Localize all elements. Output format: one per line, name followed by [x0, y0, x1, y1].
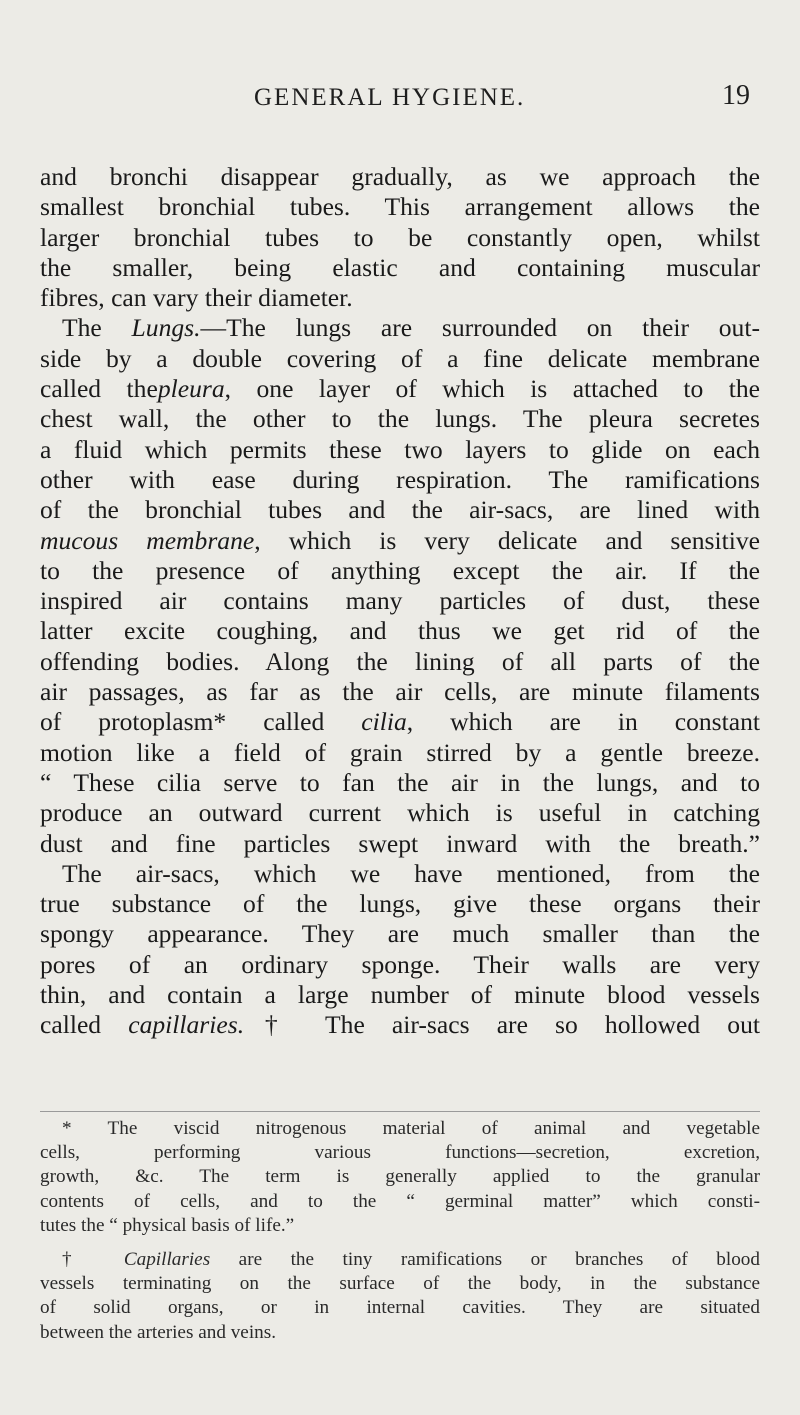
- footnote-gap: [40, 1238, 760, 1248]
- text-line: true substance of the lungs, give these organs their: [40, 889, 760, 919]
- footnote-line: vessels terminating on the surface of the body, in the substance: [40, 1273, 760, 1295]
- footnote-rule: [40, 1111, 760, 1112]
- footnote-line: cells, performing various functions—secretion, excretion,: [40, 1142, 760, 1164]
- text-line: a fluid which permits these two layers to glide on each: [40, 434, 760, 464]
- text-segment: called: [40, 1010, 129, 1040]
- footnote-line: tutes the “ physical basis of life.”: [40, 1214, 295, 1236]
- text-segment: , which is very delicate and sensitive: [254, 525, 760, 555]
- text-segment: , which are in constant: [406, 707, 760, 737]
- text-line: produce an outward current which is useful in catching: [40, 798, 760, 828]
- text-line: pores of an ordinary sponge. Their walls are very: [40, 949, 760, 979]
- text-line: “ These cilia serve to fan the air in the lungs, and to: [40, 767, 760, 797]
- pleura-term: pleura: [157, 374, 225, 404]
- text-line: other with ease during respiration. The ramifications: [40, 464, 760, 494]
- text-line: larger bronchial tubes to be constantly open, whilst: [40, 222, 760, 252]
- text-segment: called the: [40, 374, 158, 404]
- footnote-line: between the arteries and veins.: [40, 1321, 277, 1343]
- page-number: 19: [722, 80, 750, 111]
- text-segment: The air-sacs are so hollowed out: [325, 1010, 761, 1040]
- footnotes: [40, 1117, 760, 1345]
- text-line: [40, 526, 760, 556]
- text-line: fibres, can vary their diameter.: [40, 283, 353, 313]
- cilia-term: cilia: [361, 707, 407, 737]
- text-line: dust and fine particles swept inward with the breath.”: [40, 828, 760, 858]
- footnote-line: [40, 1248, 760, 1272]
- footnote-line: * The viscid nitrogenous material of animal and vegetable: [62, 1118, 760, 1139]
- text-line: the smaller, being elastic and containing muscular: [40, 252, 760, 282]
- text-line: thin, and contain a large number of minute blood vessels: [40, 980, 760, 1010]
- capillaries-footnote-term: Capillaries: [123, 1248, 211, 1270]
- text-line: of the bronchial tubes and the air-sacs, are lined with: [40, 495, 760, 525]
- lungs-heading: Lungs.: [131, 313, 201, 343]
- text-segment: , one layer of which is attached to the: [224, 374, 761, 404]
- text-line: [40, 313, 760, 343]
- mucous-membrane-term: mucous membrane: [40, 525, 255, 555]
- text-line: side by a double covering of a fine delicate membrane: [40, 343, 760, 373]
- dagger-mark: †: [62, 1248, 124, 1270]
- text-line: to the presence of anything except the air. If the: [40, 555, 760, 585]
- dagger-mark: †: [244, 1010, 299, 1040]
- text-line: spongy appearance. They are much smaller than the: [40, 919, 760, 949]
- footnote-line: contents of cells, and to the “ germinal matter” which consti-: [40, 1190, 760, 1212]
- text-segment: —The lungs are surrounded on their out-: [200, 313, 760, 343]
- text-line: [40, 374, 760, 404]
- text-line: The air-sacs, which we have mentioned, from the: [62, 858, 760, 888]
- text-line: offending bodies. Along the lining of all parts of the: [40, 646, 760, 676]
- text-line: [40, 1010, 760, 1040]
- body-text: [40, 162, 760, 1041]
- text-line: air passages, as far as the air cells, are minute filaments: [40, 677, 760, 707]
- text-line: motion like a field of grain stirred by a gentle breeze.: [40, 737, 760, 767]
- footnote-line: of solid organs, or in internal cavities. They are situated: [40, 1297, 760, 1319]
- text-line: smallest bronchial tubes. This arrangement allows the: [40, 192, 760, 222]
- capillaries-term: capillaries.: [128, 1010, 245, 1040]
- text-line: latter excite coughing, and thus we get rid of the: [40, 616, 760, 646]
- footnote-line: growth, &c. The term is generally applied to the granular: [40, 1166, 760, 1188]
- lungs-heading-prefix: The: [62, 313, 132, 343]
- text-segment: of protoplasm*: [40, 707, 227, 737]
- text-segment: are the tiny ramifications or branches of blood: [210, 1248, 760, 1270]
- text-line: inspired air contains many particles of dust, these: [40, 586, 760, 616]
- text-segment: called: [263, 707, 325, 737]
- text-line: [40, 707, 760, 737]
- text-line: and bronchi disappear gradually, as we approach the: [40, 162, 760, 191]
- text-line: chest wall, the other to the lungs. The pleura secretes: [40, 404, 760, 434]
- running-title: GENERAL HYGIENE.: [254, 84, 526, 111]
